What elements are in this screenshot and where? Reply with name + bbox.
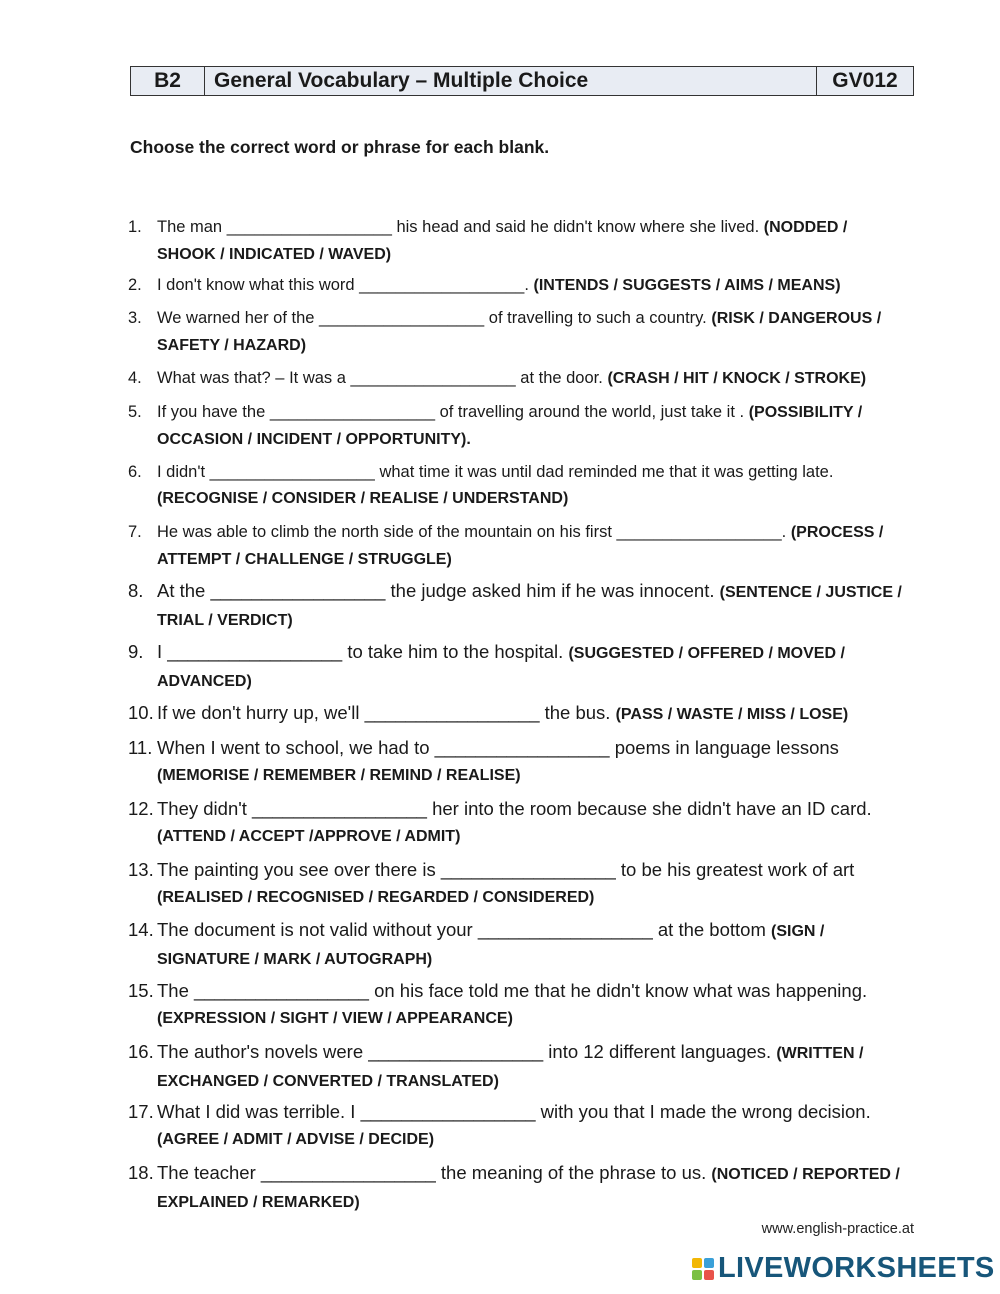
question-options: (PROCESS / ATTEMPT / CHALLENGE / STRUGGLE): [157, 524, 884, 568]
question-6: [128, 459, 908, 512]
question-options: (ATTEND / ACCEPT /APPROVE / ADMIT): [157, 828, 461, 845]
question-text: If you have the __________________ of travelling around the world, just take it .: [157, 403, 745, 421]
question-13: [128, 857, 908, 911]
question-number: 18.: [128, 1162, 154, 1183]
footer-url: www.english-practice.at: [761, 1221, 914, 1237]
question-number: 4.: [128, 369, 142, 387]
question-5: [128, 399, 908, 453]
question-number: 10.: [128, 702, 154, 723]
question-number: 2.: [128, 276, 142, 294]
question-number: 9.: [128, 641, 144, 662]
question-15: [128, 978, 908, 1032]
question-number: 13.: [128, 859, 154, 880]
instruction: Choose the correct word or phrase for each blank.: [130, 137, 550, 157]
question-number: 15.: [128, 980, 154, 1001]
brand-name: LIVEWORKSHEETS: [718, 1252, 995, 1284]
question-text: The painting you see over there is _________________ to be his greatest work of art: [157, 859, 855, 880]
question-options: (PASS / WASTE / MISS / LOSE): [615, 706, 849, 723]
code-cell: GV012: [832, 69, 898, 92]
question-number: 8.: [128, 580, 144, 601]
question-options: (CRASH / HIT / KNOCK / STROKE): [607, 370, 867, 387]
question-number: 7.: [128, 523, 142, 541]
question-options: (WRITTEN / EXCHANGED / CONVERTED / TRANSLATED): [157, 1045, 864, 1090]
liveworksheets-logo: [692, 1252, 995, 1285]
question-8: [128, 578, 908, 634]
question-10: [128, 700, 908, 728]
question-number: 16.: [128, 1041, 154, 1062]
question-options: (SIGN / SIGNATURE / MARK / AUTOGRAPH): [157, 923, 825, 968]
question-1: [128, 214, 908, 268]
question-text: The teacher _________________ the meaning of the phrase to us.: [157, 1162, 707, 1183]
question-18: [128, 1160, 908, 1216]
question-text: The man __________________ his head and said he didn't know where she lived.: [157, 218, 760, 236]
title-cell: General Vocabulary – Multiple Choice: [205, 67, 817, 95]
question-options: (MEMORISE / REMEMBER / REMIND / REALISE): [157, 767, 521, 784]
question-text: When I went to school, we had to _________________ poems in language lessons: [157, 737, 839, 758]
question-4: [128, 365, 908, 392]
question-options: (INTENDS / SUGGESTS / AIMS / MEANS): [533, 277, 841, 294]
question-7: [128, 519, 908, 573]
question-number: 14.: [128, 919, 154, 940]
question-number: 5.: [128, 403, 142, 421]
question-number: 1.: [128, 218, 142, 236]
question-9: [128, 639, 908, 695]
question-options: (RECOGNISE / CONSIDER / REALISE / UNDERSTAND): [157, 490, 569, 507]
question-options: (POSSIBILITY / OCCASION / INCIDENT / OPPORTUNITY).: [157, 404, 863, 448]
question-options: (NODDED / SHOOK / INDICATED / WAVED): [157, 219, 848, 263]
question-14: [128, 917, 908, 973]
question-text: We warned her of the __________________ of travelling to such a country.: [157, 309, 707, 327]
question-text: He was able to climb the north side of the mountain on his first __________________.: [157, 523, 787, 541]
level-cell: B2: [131, 67, 205, 95]
question-number: 6.: [128, 463, 142, 481]
question-11: [128, 735, 908, 789]
question-text: If we don't hurry up, we'll _________________ the bus.: [157, 702, 611, 723]
worksheet-header-table: [130, 66, 914, 96]
logo-blocks-icon: [692, 1258, 714, 1280]
question-options: (REALISED / RECOGNISED / REGARDED / CONSIDERED): [157, 889, 595, 906]
question-3: [128, 305, 908, 359]
question-12: [128, 796, 908, 850]
question-17: [128, 1099, 908, 1153]
question-text: The author's novels were _________________ into 12 different languages.: [157, 1041, 772, 1062]
question-text: What I did was terrible. I _________________ with you that I made the wrong decision.: [157, 1101, 871, 1122]
question-text: The document is not valid without your _________________ at the bottom: [157, 919, 766, 940]
question-text: What was that? – It was a __________________ at the door.: [157, 369, 603, 387]
question-options: (EXPRESSION / SIGHT / VIEW / APPEARANCE): [157, 1010, 513, 1027]
question-2: [128, 272, 908, 299]
question-options: (RISK / DANGEROUS / SAFETY / HAZARD): [157, 310, 882, 354]
question-options: (AGREE / ADMIT / ADVISE / DECIDE): [157, 1131, 435, 1148]
question-text: They didn't _________________ her into the room because she didn't have an ID card.: [157, 798, 872, 819]
question-text: At the _________________ the judge asked him if he was innocent.: [157, 580, 715, 601]
question-number: 11.: [128, 737, 153, 758]
question-text: I didn't __________________ what time it was until dad reminded me that it was getting late.: [157, 463, 834, 481]
question-number: 17.: [128, 1101, 154, 1122]
question-text: I _________________ to take him to the hospital.: [157, 641, 564, 662]
question-options: (SENTENCE / JUSTICE / TRIAL / VERDICT): [157, 584, 902, 629]
question-options: (NOTICED / REPORTED / EXPLAINED / REMARKED): [157, 1166, 900, 1211]
question-number: 3.: [128, 309, 142, 327]
question-text: I don't know what this word __________________.: [157, 276, 529, 294]
question-options: (SUGGESTED / OFFERED / MOVED / ADVANCED): [157, 645, 845, 690]
question-16: [128, 1039, 908, 1095]
question-text: The _________________ on his face told me that he didn't know what was happening.: [157, 980, 868, 1001]
question-number: 12.: [128, 798, 154, 819]
